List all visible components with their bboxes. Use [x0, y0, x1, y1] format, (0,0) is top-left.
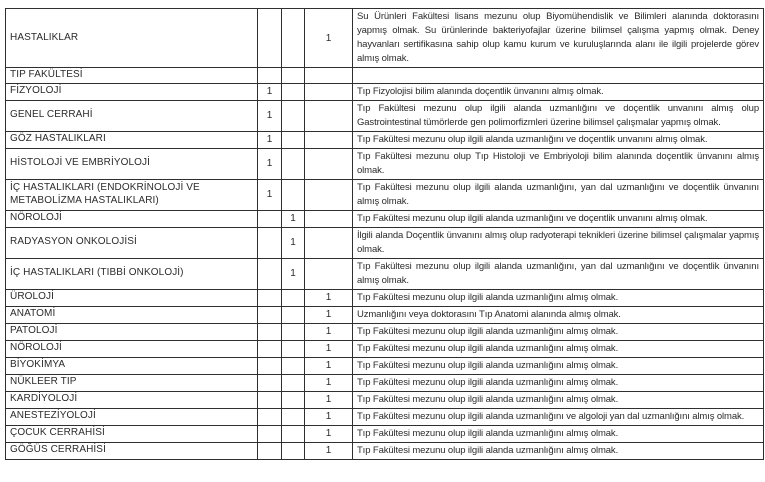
count-3-cell: 1: [305, 306, 353, 323]
count-2-cell: [282, 179, 305, 210]
unit-name-cell: ANESTEZİYOLOJİ: [6, 408, 258, 425]
requirement-cell: Tıp Fakültesi mezunu olup ilgili alanda uzmanlığını ve doçentlik unvanını almış olmak.: [353, 210, 764, 227]
requirement-cell: Tıp Fakültesi mezunu olup ilgili alanda uzmanlığını almış olmak.: [353, 391, 764, 408]
unit-name-cell: GÖĞÜS CERRAHİSİ: [6, 442, 258, 459]
unit-name-cell: GENEL CERRAHİ: [6, 100, 258, 131]
count-2-cell: 1: [282, 210, 305, 227]
count-1-cell: 1: [258, 83, 282, 100]
count-1-cell: [258, 68, 282, 84]
table-row: [6, 442, 764, 459]
count-3-cell: 1: [305, 289, 353, 306]
requirement-cell: Tıp Fizyolojisi bilim alanında doçentlik ünvanını almış olmak.: [353, 83, 764, 100]
unit-name-cell: İÇ HASTALIKLARI (ENDOKRİNOLOJİ VE METABOLİZMA HASTALIKLARI): [6, 179, 258, 210]
unit-name-cell: NÜKLEER TIP: [6, 374, 258, 391]
table-row: [6, 210, 764, 227]
unit-name-cell: RADYASYON ONKOLOJİSİ: [6, 227, 258, 258]
requirement-cell: Su Ürünleri Fakültesi lisans mezunu olup Biyomühendislik ve Bilimleri alanında doktorasını yapmış olmak. Su ürünlerinde bakteriyofajlar üzerine bilimsel çalışma yapmış olmak. Deney hayvanları sertifikasına sahip olup kamu kurum ve kuruluşlarında alanı ile ilgili projelerde görev almış olmak.: [353, 9, 764, 68]
table-row: [6, 100, 764, 131]
requirement-cell: Uzmanlığını veya doktorasını Tıp Anatomi alanında almış olmak.: [353, 306, 764, 323]
table-row: [6, 83, 764, 100]
count-2-cell: [282, 289, 305, 306]
unit-name-cell: ÜROLOJİ: [6, 289, 258, 306]
table-row: [6, 408, 764, 425]
count-3-cell: [305, 131, 353, 148]
count-3-cell: 1: [305, 9, 353, 68]
unit-name-cell: PATOLOJİ: [6, 323, 258, 340]
unit-name-cell: GÖZ HASTALIKLARI: [6, 131, 258, 148]
count-3-cell: [305, 83, 353, 100]
count-2-cell: [282, 148, 305, 179]
count-2-cell: [282, 68, 305, 84]
unit-name-cell: BİYOKİMYA: [6, 357, 258, 374]
unit-name-cell: İÇ HASTALIKLARI (TIBBİ ONKOLOJİ): [6, 258, 258, 289]
count-3-cell: [305, 210, 353, 227]
section-row: [6, 68, 764, 84]
unit-name-cell: HİSTOLOJİ VE EMBRİYOLOJİ: [6, 148, 258, 179]
count-2-cell: [282, 391, 305, 408]
count-1-cell: [258, 9, 282, 68]
count-1-cell: [258, 323, 282, 340]
table-row: [6, 357, 764, 374]
count-3-cell: 1: [305, 357, 353, 374]
unit-name-cell: KARDİYOLOJİ: [6, 391, 258, 408]
count-1-cell: [258, 340, 282, 357]
count-1-cell: [258, 357, 282, 374]
unit-name-cell: HASTALIKLAR: [6, 9, 258, 68]
table-row: [6, 131, 764, 148]
table-row: [6, 340, 764, 357]
table-row: [6, 425, 764, 442]
requirement-cell: Tıp Fakültesi mezunu olup ilgili alanda uzmanlığını almış olmak.: [353, 374, 764, 391]
table-row: [6, 289, 764, 306]
academic-positions-table-body: [6, 9, 764, 460]
count-1-cell: 1: [258, 148, 282, 179]
count-1-cell: [258, 258, 282, 289]
table-row: [6, 306, 764, 323]
count-2-cell: [282, 323, 305, 340]
requirement-cell: Tıp Fakültesi mezunu olup ilgili alanda uzmanlığını ve algoloji yan dal uzmanlığını almış olmak.: [353, 408, 764, 425]
count-2-cell: [282, 374, 305, 391]
unit-name-cell: ÇOCUK CERRAHİSİ: [6, 425, 258, 442]
unit-name-cell: TIP FAKÜLTESİ: [6, 68, 258, 84]
count-2-cell: [282, 425, 305, 442]
requirement-cell: Tıp Fakültesi mezunu olup ilgili alanda uzmanlığını, yan dal uzmanlığını ve doçentlik ünvanını almış olmak.: [353, 258, 764, 289]
count-1-cell: 1: [258, 179, 282, 210]
academic-positions-table: [5, 8, 764, 460]
unit-name-cell: NÖROLOJİ: [6, 210, 258, 227]
table-row: [6, 179, 764, 210]
count-1-cell: [258, 425, 282, 442]
count-3-cell: 1: [305, 340, 353, 357]
table-row: [6, 258, 764, 289]
requirement-cell: Tıp Fakültesi mezunu olup ilgili alanda uzmanlığını almış olmak.: [353, 340, 764, 357]
count-3-cell: [305, 100, 353, 131]
requirement-cell: Tıp Fakültesi mezunu olup ilgili alanda uzmanlığını almış olmak.: [353, 357, 764, 374]
count-3-cell: 1: [305, 391, 353, 408]
count-1-cell: [258, 227, 282, 258]
count-1-cell: [258, 306, 282, 323]
count-3-cell: 1: [305, 425, 353, 442]
table-row: [6, 9, 764, 68]
count-3-cell: [305, 148, 353, 179]
count-1-cell: [258, 289, 282, 306]
count-2-cell: 1: [282, 258, 305, 289]
table-row: [6, 227, 764, 258]
requirement-cell: Tıp Fakültesi mezunu olup ilgili alanda uzmanlığını almış olmak.: [353, 323, 764, 340]
requirement-cell: Tıp Fakültesi mezunu olup ilgili alanda uzmanlığını ve doçentlik unvanını almış olup Gastrointestinal tümörlerde gen polimorfizmleri üzerine bilimsel çalışmalar yapmış olmak.: [353, 100, 764, 131]
count-2-cell: 1: [282, 227, 305, 258]
count-2-cell: [282, 9, 305, 68]
count-1-cell: 1: [258, 100, 282, 131]
count-1-cell: 1: [258, 131, 282, 148]
table-row: [6, 148, 764, 179]
table-row: [6, 323, 764, 340]
count-2-cell: [282, 83, 305, 100]
count-1-cell: [258, 391, 282, 408]
unit-name-cell: FİZYOLOJİ: [6, 83, 258, 100]
count-3-cell: 1: [305, 323, 353, 340]
count-3-cell: 1: [305, 442, 353, 459]
unit-name-cell: ANATOMİ: [6, 306, 258, 323]
requirement-cell: Tıp Fakültesi mezunu olup Tıp Histoloji ve Embriyoloji bilim alanında doçentlik ünvanını almış olmak.: [353, 148, 764, 179]
count-3-cell: [305, 68, 353, 84]
requirement-cell: İlgili alanda Doçentlik ünvanını almış olup radyoterapi teknikleri üzerine bilimsel çalışmalar yapmış olmak.: [353, 227, 764, 258]
count-3-cell: [305, 179, 353, 210]
count-2-cell: [282, 357, 305, 374]
unit-name-cell: NÖROLOJİ: [6, 340, 258, 357]
count-2-cell: [282, 100, 305, 131]
count-2-cell: [282, 306, 305, 323]
requirement-cell: Tıp Fakültesi mezunu olup ilgili alanda uzmanlığını almış olmak.: [353, 425, 764, 442]
requirement-cell: Tıp Fakültesi mezunu olup ilgili alanda uzmanlığını almış olmak.: [353, 289, 764, 306]
count-3-cell: [305, 258, 353, 289]
count-3-cell: [305, 227, 353, 258]
count-1-cell: [258, 210, 282, 227]
count-1-cell: [258, 442, 282, 459]
count-2-cell: [282, 340, 305, 357]
requirement-cell: Tıp Fakültesi mezunu olup ilgili alanda uzmanlığını, yan dal uzmanlığını ve doçentlik ünvanını almış olmak.: [353, 179, 764, 210]
count-2-cell: [282, 408, 305, 425]
count-3-cell: 1: [305, 408, 353, 425]
requirement-cell: Tıp Fakültesi mezunu olup ilgili alanda uzmanlığını ve doçentlik unvanını almış olmak.: [353, 131, 764, 148]
count-1-cell: [258, 374, 282, 391]
count-2-cell: [282, 131, 305, 148]
table-row: [6, 374, 764, 391]
requirement-cell: [353, 68, 764, 84]
count-3-cell: 1: [305, 374, 353, 391]
count-2-cell: [282, 442, 305, 459]
table-row: [6, 391, 764, 408]
count-1-cell: [258, 408, 282, 425]
requirement-cell: Tıp Fakültesi mezunu olup ilgili alanda uzmanlığını almış olmak.: [353, 442, 764, 459]
